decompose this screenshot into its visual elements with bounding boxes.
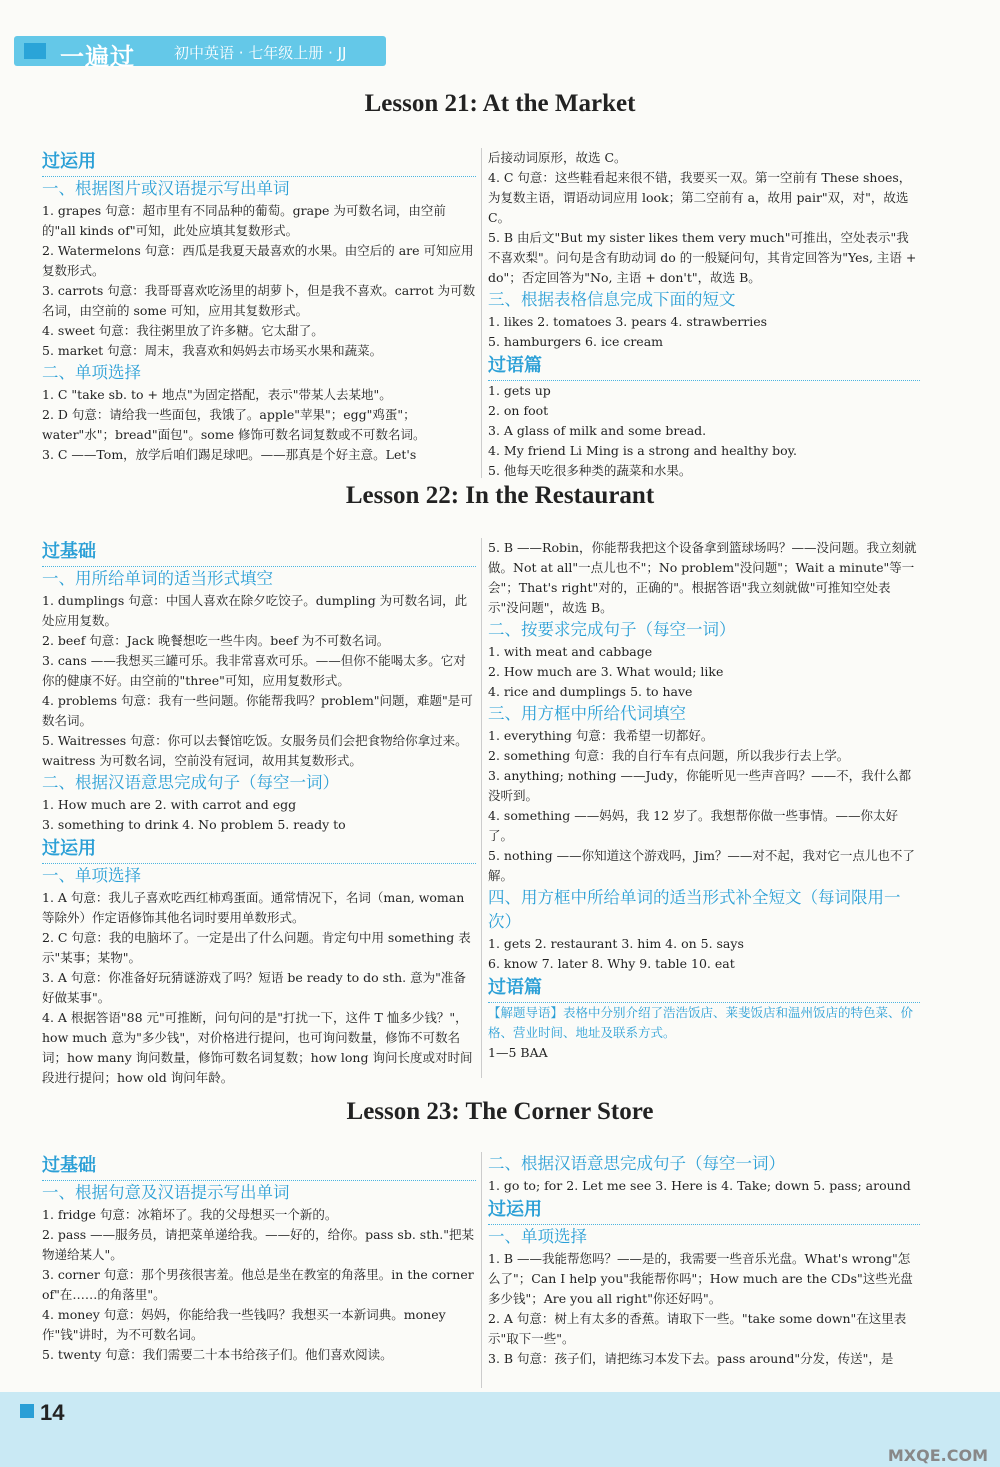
answer-item: 1—5 BAA	[488, 1045, 548, 1060]
subsection-heading: 二、根据汉语意思完成句子（每空一词）	[42, 773, 339, 792]
section-heading: 过语篇	[488, 352, 920, 381]
answer-item: 3. carrots 句意：我哥哥喜欢吃汤里的胡萝卜，但是我不喜欢。carrot 为可数名词，由空前的 some 可知，应用其复数形式。	[42, 283, 476, 318]
answer-item: 2. beef 句意：Jack 晚餐想吃一些牛肉。beef 为不可数名词。	[42, 633, 390, 648]
answer-item: 5. twenty 句意：我们需要二十本书给孩子们。他们喜欢阅读。	[42, 1347, 393, 1362]
subsection-heading: 一、根据句意及汉语提示写出单词	[42, 1183, 290, 1202]
subsection-heading: 一、根据图片或汉语提示写出单词	[42, 179, 290, 198]
answer-item: 3. B 句意：孩子们，请把练习本发下去。pass around"分发，传送"，是	[488, 1351, 894, 1366]
answer-item: 5. market 句意：周末，我喜欢和妈妈去市场买水果和蔬菜。	[42, 343, 383, 358]
answer-item: 3. A glass of milk and some bread.	[488, 423, 707, 438]
answer-item: 4. rice and dumplings 5. to have	[488, 684, 693, 699]
answer-item: 1. everything 句意：我希望一切都好。	[488, 728, 714, 743]
answer-item: 2. How much are 3. What would; like	[488, 664, 724, 679]
answer-item: 3. C ——Tom，放学后咱们踢足球吧。——那真是个好主意。Let's	[42, 447, 417, 462]
column-divider	[481, 148, 482, 478]
section-heading: 过运用	[42, 835, 476, 864]
page-number: 14	[40, 1400, 65, 1425]
answer-item: 4. A 根据答语"88 元"可推断，问句问的是"打扰一下，这件 T 恤多少钱？"，how much 意为"多少钱"，对价格进行提问，也可询问数量，修饰不可数名词；how many 询问数量，修饰可数名词复数；how long 询问长度或对时间段进行提问；how old 询问年龄。	[42, 1010, 473, 1085]
page-footer-band	[0, 1392, 1000, 1467]
answer-item: 1. dumplings 句意：中国人喜欢在除夕吃饺子。dumpling 为可数名词，此处应用复数。	[42, 593, 468, 628]
lesson23-left-column	[42, 1152, 476, 1365]
answer-item: 1. fridge 句意：冰箱坏了。我的父母想买一个新的。	[42, 1207, 338, 1222]
subsection-heading: 一、单项选择	[488, 1227, 587, 1246]
answer-item: 1. B ——我能帮您吗？——是的，我需要一些音乐光盘。What's wrong"怎么了"；Can I help you"我能帮你吗"；How much are the CDs"这些光盘多少钱"；Are you all right"你还好吗"。	[488, 1251, 913, 1306]
book-logo: 一遍过	[60, 43, 135, 71]
answer-item: 5. Waitresses 句意：你可以去餐馆吃饭。女服务员们会把食物给你拿过来。waitress 为可数名词，空前没有冠词，故用其复数形式。	[42, 733, 468, 768]
answer-item: 2. C 句意：我的电脑坏了。一定是出了什么问题。肯定句中用 something 表示"某事；某物"。	[42, 930, 471, 965]
section-heading: 过基础	[42, 1152, 476, 1181]
answer-item: 后接动词原形，故选 C。	[488, 150, 627, 165]
lesson21-title: Lesson 21: At the Market	[364, 90, 636, 117]
answer-item: 1. with meat and cabbage	[488, 644, 653, 659]
answer-item: 4. sweet 句意：我往粥里放了许多糖。它太甜了。	[42, 323, 324, 338]
answer-item: 3. something to drink 4. No problem 5. ready to	[42, 817, 346, 832]
answer-item: 2. pass ——服务员，请把菜单递给我。——好的，给你。pass sb. sth."把某物递给某人"。	[42, 1227, 474, 1262]
answer-item: 1. How much are 2. with carrot and egg	[42, 797, 297, 812]
lesson22-right-column	[488, 538, 920, 1063]
subsection-heading: 二、单项选择	[42, 363, 141, 382]
book-subtitle: 初中英语 · 七年级上册 · JJ	[174, 44, 347, 62]
column-divider	[481, 538, 482, 1078]
column-divider	[481, 1152, 482, 1388]
answer-item: 5. 他每天吃很多种类的蔬菜和水果。	[488, 463, 692, 478]
answer-item: 6. know 7. later 8. Why 9. table 10. eat	[488, 956, 735, 971]
subsection-heading: 二、根据汉语意思完成句子（每空一词）	[488, 1154, 785, 1173]
answer-item: 3. corner 句意：那个男孩很害羞。他总是坐在教室的角落里。in the corner of"在……的角落里"。	[42, 1267, 474, 1302]
answer-item: 5. B ——Robin，你能帮我把这个设备拿到篮球场吗？——没问题。我立刻就做。Not at all"一点儿也不"；No problem"没问题"；Wait a minute"等一会"；That's right"对的，正确的"。根据答语"我立刻就做"可推知空处表示"没问题"，故选 B。	[488, 540, 917, 615]
section-heading: 过运用	[488, 1196, 920, 1225]
answer-item: 4. C 句意：这些鞋看起来很不错，我要买一双。第一空前有 These shoes，为复数主语，谓语动词应用 look；第二空前有 a，故用 pair"双，对"，故选 C。	[488, 170, 912, 225]
answer-item: 4. My friend Li Ming is a strong and healthy boy.	[488, 443, 798, 458]
answer-item: 3. cans ——我想买三罐可乐。我非常喜欢可乐。——但你不能喝太多。它对你的健康不好。由空前的"three"可知，应用复数形式。	[42, 653, 466, 688]
answer-item: 2. Watermelons 句意：西瓜是我夏天最喜欢的水果。由空后的 are 可知应用复数形式。	[42, 243, 474, 278]
reading-guide: 【解题导语】表格中分别介绍了浩浩饭店、莱斐饭店和温州饭店的特色菜、价格、营业时间、地址及联系方式。	[488, 1005, 914, 1040]
section-heading: 过语篇	[488, 974, 920, 1003]
answer-item: 1. gets up	[488, 383, 551, 398]
answer-item: 1. gets 2. restaurant 3. him 4. on 5. says	[488, 936, 744, 951]
answer-item: 2. D 句意：请给我一些面包，我饿了。apple"苹果"；egg"鸡蛋"；water"水"；bread"面包"。some 修饰可数名词复数或不可数名词。	[42, 407, 426, 442]
answer-item: 4. something ——妈妈，我 12 岁了。我想帮你做一些事情。——你太好了。	[488, 808, 899, 843]
section-heading: 过基础	[42, 538, 476, 567]
section-heading: 过运用	[42, 148, 476, 177]
subsection-heading: 三、根据表格信息完成下面的短文	[488, 290, 736, 309]
lesson21-right-column	[488, 148, 920, 481]
lesson23-title: Lesson 23: The Corner Store	[346, 1098, 654, 1125]
answer-item: 4. problems 句意：我有一些问题。你能帮我吗？problem"问题，难题"是可数名词。	[42, 693, 473, 728]
answer-item: 1. C "take sb. to + 地点"为固定搭配，表示"带某人去某地"。	[42, 387, 392, 402]
answer-item: 1. go to; for 2. Let me see 3. Here is 4. Take; down 5. pass; around	[488, 1178, 911, 1193]
lesson21-left-column	[42, 148, 476, 465]
answer-item: 5. B 由后文"But my sister likes them very much"可推出，空处表示"我不喜欢梨"。问句是含有助动词 do 的一般疑问句，其肯定回答为"Yes, 主语 + do"；否定回答为"No, 主语 + don't"，故选 B。	[488, 230, 917, 285]
subsection-heading: 二、按要求完成句子（每空一词）	[488, 620, 736, 639]
watermark: MXQE.COM	[887, 1446, 988, 1465]
answer-item: 1. likes 2. tomatoes 3. pears 4. strawberries	[488, 314, 768, 329]
answer-item: 5. hamburgers 6. ice cream	[488, 334, 663, 349]
answer-item: 2. something 句意：我的自行车有点问题，所以我步行去上学。	[488, 748, 850, 763]
subsection-heading: 四、用方框中所给单词的适当形式补全短文（每词限用一次）	[488, 888, 901, 931]
answer-item: 2. on foot	[488, 403, 549, 418]
answer-item: 3. A 句意：你准备好玩猜谜游戏了吗？短语 be ready to do sth. 意为"准备好做某事"。	[42, 970, 466, 1005]
lesson22-title: Lesson 22: In the Restaurant	[345, 482, 655, 509]
header-square-icon	[24, 43, 46, 59]
book-header	[14, 36, 386, 71]
page-marker-icon	[20, 1404, 34, 1418]
answer-item: 3. anything; nothing ——Judy，你能听见一些声音吗？——不，我什么都没听到。	[488, 768, 912, 803]
subsection-heading: 一、用所给单词的适当形式填空	[42, 569, 273, 588]
answer-item: 2. A 句意：树上有太多的香蕉。请取下一些。"take some down"在这里表示"取下一些"。	[488, 1311, 907, 1346]
answer-item: 4. money 句意：妈妈，你能给我一些钱吗？我想买一本新词典。money 作"钱"讲时，为不可数名词。	[42, 1307, 446, 1342]
answer-item: 1. A 句意：我儿子喜欢吃西红柿鸡蛋面。通常情况下，名词（man, woman 等除外）作定语修饰其他名词时要用单数形式。	[42, 890, 465, 925]
answer-item: 1. grapes 句意：超市里有不同品种的葡萄。grape 为可数名词，由空前的"all kinds of"可知，此处应填其复数形式。	[42, 203, 446, 238]
subsection-heading: 三、用方框中所给代词填空	[488, 704, 686, 723]
lesson22-left-column	[42, 538, 476, 1088]
answer-item: 5. nothing ——你知道这个游戏吗，Jim？——对不起，我对它一点儿也不了解。	[488, 848, 915, 883]
lesson23-right-column	[488, 1152, 920, 1369]
subsection-heading: 一、单项选择	[42, 866, 141, 885]
